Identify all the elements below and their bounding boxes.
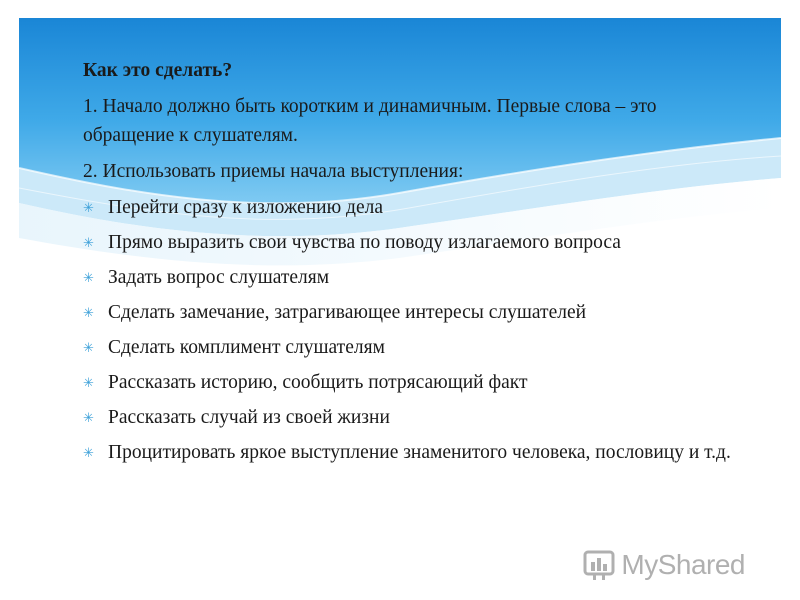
slide-content: [83, 56, 743, 473]
watermark: [583, 548, 745, 580]
bullet-text: Рассказать историю, сообщить потрясающий факт: [108, 372, 528, 393]
paragraph-2: 2. Использовать приемы начала выступления:: [83, 161, 464, 182]
list-item: [83, 368, 743, 397]
asterisk-bullet-icon: ✳: [83, 340, 94, 355]
list-item: [83, 333, 743, 362]
asterisk-bullet-icon: ✳: [83, 305, 94, 320]
list-item: [83, 438, 743, 467]
bullet-text: Рассказать случай из своей жизни: [108, 407, 390, 428]
asterisk-bullet-icon: ✳: [83, 270, 94, 285]
asterisk-bullet-icon: ✳: [83, 235, 94, 250]
watermark-text: MyShared: [621, 549, 745, 580]
list-item: [83, 263, 743, 292]
slide: [19, 18, 781, 580]
bullet-text: Сделать комплимент слушателям: [108, 337, 385, 358]
list-item: [83, 298, 743, 327]
bullet-text: Процитировать яркое выступление знаменитого человека, пословицу и т.д.: [108, 442, 731, 463]
bullet-text: Задать вопрос слушателям: [108, 267, 330, 288]
bullet-text: Прямо выразить свои чувства по поводу излагаемого вопроса: [108, 232, 621, 253]
slide-heading: Как это сделать?: [83, 60, 233, 81]
list-item: [83, 193, 743, 222]
bullet-list: [83, 193, 743, 467]
asterisk-bullet-icon: ✳: [83, 410, 94, 425]
list-item: [83, 228, 743, 257]
asterisk-bullet-icon: ✳: [83, 200, 94, 215]
chart-logo-icon: [583, 548, 617, 580]
asterisk-bullet-icon: ✳: [83, 375, 94, 390]
bullet-text: Сделать замечание, затрагивающее интересы слушателей: [108, 302, 587, 323]
paragraph-1: 1. Начало должно быть коротким и динамичным. Первые слова – это обращение к слушателям.: [83, 96, 657, 146]
bullet-text: Перейти сразу к изложению дела: [108, 197, 384, 218]
list-item: [83, 403, 743, 432]
asterisk-bullet-icon: ✳: [83, 445, 94, 460]
